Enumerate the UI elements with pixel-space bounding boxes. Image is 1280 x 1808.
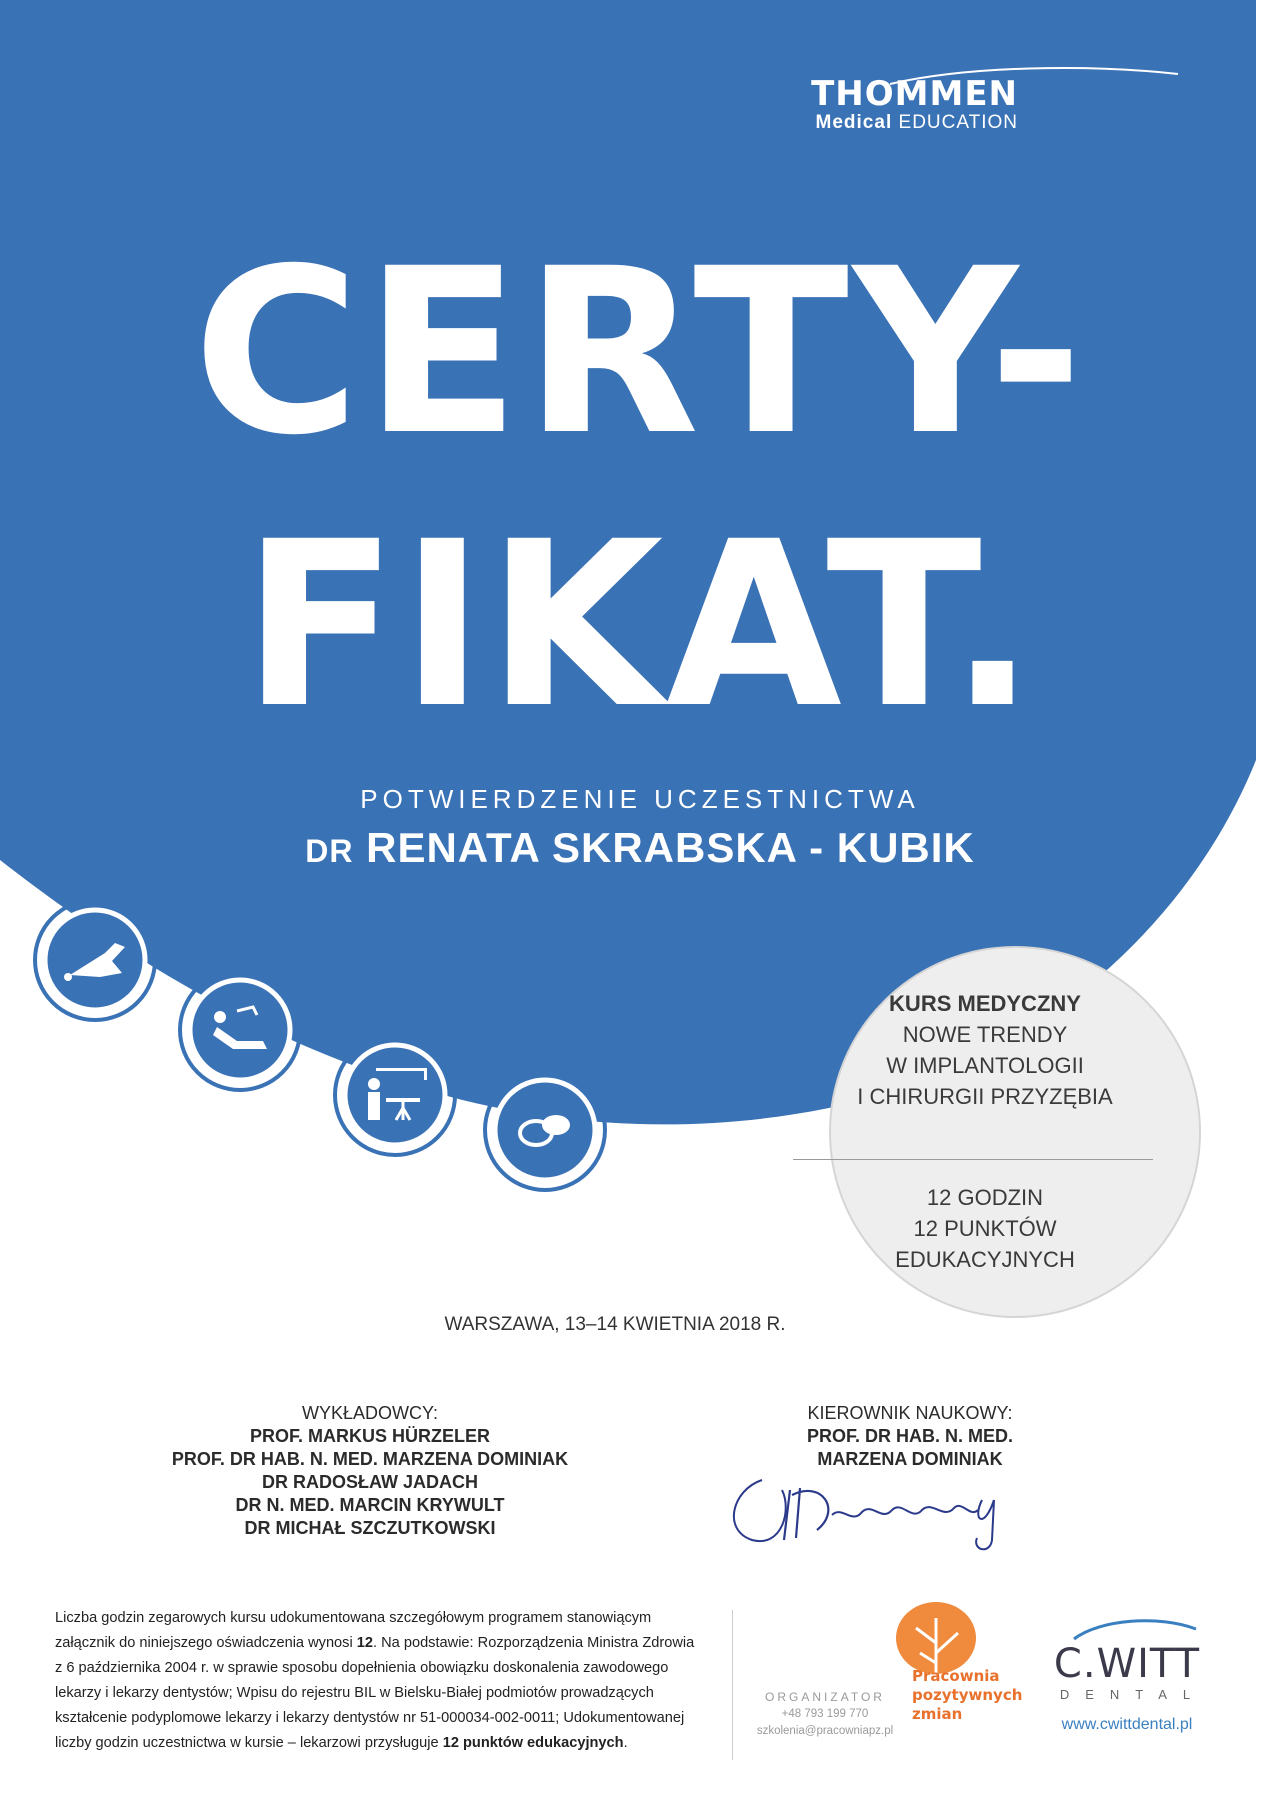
dental-chair-icon <box>175 965 305 1095</box>
course-hours: 12 GODZIN <box>926 1185 1044 1210</box>
director-label: KIEROWNIK NAUKOWY: <box>807 1403 1013 1423</box>
participant-fullname: RENATA SKRABSKA - KUBIK <box>366 824 975 871</box>
course-title-line: NOWE TRENDY <box>902 1022 1068 1047</box>
participant-name <box>0 824 1280 872</box>
legal-line: Liczba godzin zegarowych kursu udokumentowana szczegółowym programem stanowiącym <box>55 1610 652 1626</box>
legal-line: liczby godzin uczestnictwa w kursie – lekarzowi przysługuje 12 punktów edukacyjnych. <box>55 1735 628 1751</box>
place-date: WARSZAWA, 13–14 KWIETNIA 2018 R. <box>444 1314 786 1335</box>
lecturer-name: DR N. MED. MARCIN KRYWULT <box>235 1495 505 1515</box>
lecturer-name: PROF. DR HAB. N. MED. MARZENA DOMINIAK <box>171 1449 569 1469</box>
course-points: 12 PUNKTÓW <box>913 1216 1057 1241</box>
legal-line: załącznik do niniejszego oświadczenia wynosi 12. Na podstawie: Rozporządzenia Ministra Zdrowia <box>55 1635 695 1651</box>
organizer-brand-line: zmian <box>912 1705 963 1723</box>
lecturer-name: DR RADOSŁAW JADACH <box>262 1472 478 1492</box>
cwitt-dental-logo <box>1032 1642 1222 1736</box>
director-signature <box>722 1460 1062 1560</box>
course-title-line: W IMPLANTOLOGII <box>886 1053 1084 1078</box>
organizer-brand <box>912 1667 1022 1724</box>
course-credits <box>790 1182 1180 1275</box>
title-line-2: FIKAT. <box>242 492 1038 758</box>
organizer-info <box>730 1689 920 1740</box>
legal-line: kształcenie podyplomowe lekarzy i lekarzy dentystów nr 51-000034-002-0011; Udokumentowanej <box>55 1710 685 1726</box>
cwitt-name: C.WITT <box>1053 1641 1201 1687</box>
course-info <box>790 988 1180 1112</box>
organizer-phone: +48 793 199 770 <box>781 1708 869 1720</box>
lecturers-block <box>140 1402 600 1540</box>
director-title: PROF. DR HAB. N. MED. <box>806 1426 1013 1446</box>
organizer-label: ORGANIZATOR <box>765 1690 885 1704</box>
participant-prefix: DR <box>305 833 354 869</box>
course-divider <box>793 1159 1153 1160</box>
organizer-brand-line: Pracownia <box>912 1667 1000 1685</box>
logo-subtitle: Medical EDUCATION <box>815 112 1018 133</box>
lecturer-presentation-icon <box>330 1030 460 1160</box>
chat-bubbles-icon <box>480 1065 610 1195</box>
organizer-email: szkolenia@pracowniapz.pl <box>756 1725 894 1737</box>
cwitt-sub: DENTAL <box>1059 1687 1207 1702</box>
course-points-label: EDUKACYJNYCH <box>895 1247 1075 1272</box>
title-line-1: CERTY- <box>192 219 1088 485</box>
course-heading: KURS MEDYCZNY <box>889 991 1081 1016</box>
director-name: MARZENA DOMINIAK <box>817 1449 1003 1469</box>
organizer-brand-line: pozytywnych <box>912 1686 1023 1704</box>
course-title-line: I CHIRURGII PRZYZĘBIA <box>857 1084 1113 1109</box>
logo-brand: THOMMEN <box>811 74 1018 114</box>
legal-line: z 6 października 2004 r. w sprawie sposobu dopełnienia obowiązku doskonalenia zawodowego <box>55 1660 669 1676</box>
cwitt-swoosh <box>1070 1615 1200 1643</box>
legal-line: lekarzy i lekarzy dentystów; Wpisu do rejestru BIL w Bielsku-Białej podmiotów prowadzących <box>55 1685 654 1701</box>
lecturer-name: PROF. MARKUS HÜRZELER <box>249 1426 490 1446</box>
cwitt-url[interactable]: www.cwittdental.pl <box>1061 1716 1193 1733</box>
lecturer-name: DR MICHAŁ SZCZUTKOWSKI <box>244 1518 496 1538</box>
lecturers-label: WYKŁADOWCY: <box>301 1403 439 1423</box>
subtitle: POTWIERDZENIE UCZESTNICTWA <box>360 784 920 814</box>
legal-note <box>55 1606 715 1756</box>
hand-tool-icon <box>30 895 160 1025</box>
thommen-logo <box>811 76 1018 134</box>
